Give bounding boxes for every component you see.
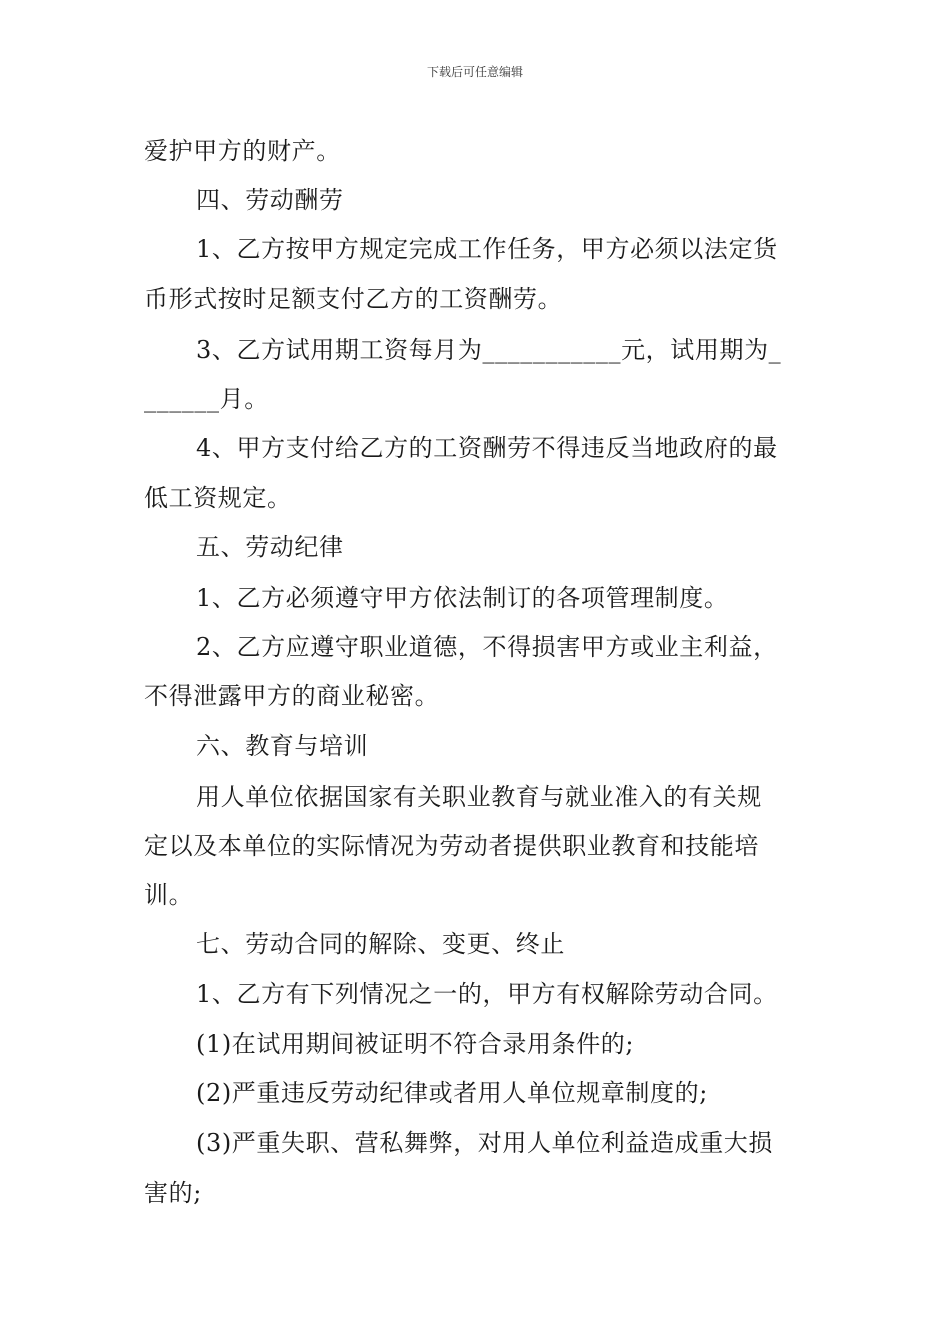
list-item: (1)在试用期间被证明不符合录用条件的; <box>196 1030 635 1058</box>
paragraph-line: 训。 <box>144 881 194 909</box>
list-item: (2)严重违反劳动纪律或者用人单位规章制度的; <box>196 1079 708 1107</box>
paragraph-line: 1、乙方按甲方规定完成工作任务，甲方必须以法定货 <box>196 235 778 263</box>
paragraph-line: 币形式按时足额支付乙方的工资酬劳。 <box>144 285 563 313</box>
paragraph-line: 4、甲方支付给乙方的工资酬劳不得违反当地政府的最 <box>196 434 778 462</box>
section-heading: 四、劳动酬劳 <box>196 186 344 214</box>
list-item-continuation: 害的; <box>144 1179 202 1207</box>
paragraph-line: 低工资规定。 <box>144 484 292 512</box>
section-heading: 七、劳动合同的解除、变更、终止 <box>196 930 565 958</box>
paragraph-line: 用人单位依据国家有关职业教育与就业准入的有关规 <box>196 783 762 811</box>
paragraph-line: 3、乙方试用期工资每月为___________元，试用期为_ <box>196 336 782 364</box>
paragraph-line: ______月。 <box>144 385 269 413</box>
paragraph-line: 1、乙方必须遵守甲方依法制订的各项管理制度。 <box>196 584 729 612</box>
paragraph-line: 定以及本单位的实际情况为劳动者提供职业教育和技能培 <box>144 832 759 860</box>
paragraph-line: 2、乙方应遵守职业道德，不得损害甲方或业主利益， <box>196 633 778 661</box>
paragraph-line: 1、乙方有下列情况之一的，甲方有权解除劳动合同。 <box>196 980 778 1008</box>
page-header-note: 下载后可任意编辑 <box>426 65 523 79</box>
paragraph-line: 不得泄露甲方的商业秘密。 <box>144 682 440 710</box>
paragraph-line: 爱护甲方的财产。 <box>144 137 341 165</box>
section-heading: 六、教育与培训 <box>196 732 369 760</box>
list-item: (3)严重失职、营私舞弊，对用人单位利益造成重大损 <box>196 1129 773 1157</box>
section-heading: 五、劳动纪律 <box>196 533 344 561</box>
